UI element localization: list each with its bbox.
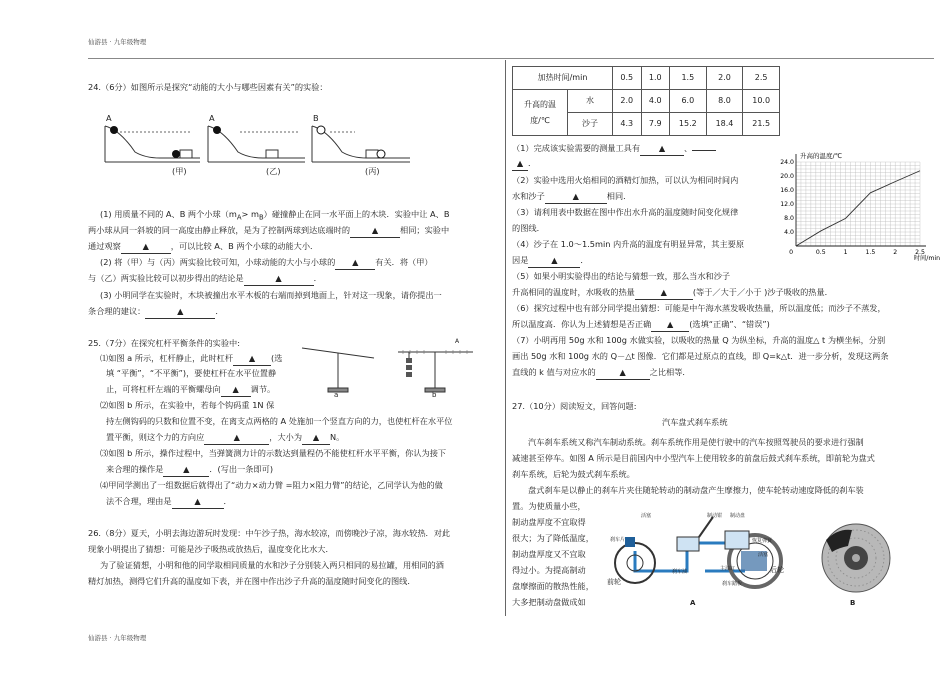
article-line: 盘式刹车是以静止的刹车片夹住随轮转动的制动盘产生摩擦力，使车轮转动速度降低的刹车装 bbox=[528, 485, 864, 495]
answer-blank[interactable]: ▲ bbox=[121, 241, 171, 254]
brake-system-diagram bbox=[595, 503, 800, 612]
x-tick-label: 1.5 bbox=[865, 249, 876, 256]
q24-fig-label-b: B bbox=[313, 113, 319, 123]
lever-fig-a-label: a bbox=[334, 391, 339, 399]
article-line: 制动盘厚度不宜取得 bbox=[512, 517, 586, 527]
origin-label: 0 bbox=[789, 249, 793, 256]
brake-disc-photo bbox=[818, 520, 894, 600]
q25-part3-line1: ⑶如图 b 所示，操作过程中，当弹簧测力计的示数达到量程仍不能使杠杆水平平衡，你认为接下 bbox=[100, 448, 447, 458]
answer-blank[interactable]: ▲ bbox=[145, 306, 215, 319]
diagram-label-return-spring: 恢复弹簧 bbox=[752, 538, 773, 544]
lever-point-a-label: A bbox=[455, 338, 460, 345]
q24-part2-line1: (2) 将（甲）与（丙）两实验比较可知，小球动能的大小与小球的 ▲ 有关．将（甲） bbox=[100, 257, 433, 270]
diagram-label-brake-pad: 刹车片 bbox=[610, 537, 626, 543]
page-header-label: 仙游县 · 九年级物理 bbox=[88, 38, 147, 46]
graph-title: 升高的温度/℃ bbox=[800, 152, 842, 160]
article-line: 制动盘厚度又不宜取 bbox=[512, 549, 586, 559]
table-cell: 4.3 bbox=[613, 113, 642, 136]
table-cell: 8.0 bbox=[706, 90, 743, 113]
answer-blank[interactable]: ▲ bbox=[640, 143, 684, 156]
q24-fig-caption-2: (乙) bbox=[266, 166, 281, 176]
q25-part2-line3: 置平衡，则这个力的方向应 ▲ ，大小为 ▲ N。 bbox=[106, 432, 344, 445]
q26-line3: 精灯加热，测得它们升高的温度如下表，并在图中作出沙子升高的温度随时间变化的图线． bbox=[88, 576, 416, 586]
table-cell: 2.0 bbox=[613, 90, 642, 113]
column-divider bbox=[505, 60, 506, 616]
q25-part1-line2: 填 “平衡”，“不平衡”)，要使杠杆在水平位置静 bbox=[106, 368, 277, 378]
table-cell: 10.0 bbox=[743, 90, 780, 113]
article-line: 很大；为了降低温度， bbox=[512, 533, 594, 543]
table-cell: 7.9 bbox=[641, 113, 670, 136]
table-cell: 0.5 bbox=[613, 67, 642, 90]
x-tick-label: 0.5 bbox=[815, 249, 826, 256]
q25-part4-line1: ⑷甲同学测出了一组数据后就得出了“动力×动力臂 =阻力×阻力臂”的结论，乙同学认为他的做 bbox=[100, 480, 443, 490]
q26-sub2-line1: （2）实验中选用火焰相同的酒精灯加热，可以认为相同时间内 bbox=[512, 175, 739, 185]
heating-data-table bbox=[512, 66, 780, 136]
y-tick-label: 24.0 bbox=[780, 159, 794, 167]
lever-fig-b-label: b bbox=[432, 391, 437, 399]
q26-sub3-line1: （3）请利用表中数据在图中作出水升高的温度随时间变化规律 bbox=[512, 207, 739, 217]
lever-figure bbox=[298, 340, 478, 398]
q26-sub4-line1: （4）沙子在 1.0～1.5min 内升高的温度有明显异常，其主要原 bbox=[512, 239, 745, 249]
x-tick-label: 1 bbox=[843, 249, 848, 256]
q25-part3-line2: 来合理的操作是 ▲ ．(写出一条即可) bbox=[106, 464, 273, 477]
q26-sub5-line1: （5）如果小明实验得出的结论与猜想一致，那么当水和沙子 bbox=[512, 271, 731, 281]
q25-title: 25.（7分）在探究杠杆平衡条件的实验中: bbox=[88, 338, 240, 348]
q27-title: 27.（10分）阅读短文，回答问题: bbox=[512, 401, 637, 411]
y-tick-label: 12.0 bbox=[780, 201, 794, 209]
diagram-label-brake-oil: 刹车油 bbox=[672, 569, 688, 575]
table-cell: 15.2 bbox=[670, 113, 707, 136]
y-tick-label: 8.0 bbox=[784, 215, 794, 223]
table-row bbox=[513, 67, 780, 90]
q25-part1-line3: 止，可将杠杆左端的平衡螺母向 ▲ 调节。 bbox=[106, 384, 275, 397]
q26-sub5-line2: 升高相同的温度时，水吸收的热量 ▲ (等于／大于／小于 )沙子吸收的热量． bbox=[512, 287, 833, 300]
q26-sub6-line2: 所以温度高．你认为上述猜想是否正确 ▲ (选填“正确”、“错误”) bbox=[512, 319, 770, 332]
article-line: 汽车刹车系统又称汽车制动系统。刹车系统作用是使行驶中的汽车按照驾驶员的要求进行强制 bbox=[528, 437, 864, 447]
answer-blank[interactable]: ▲ bbox=[651, 319, 689, 332]
article-line: 置。为使质量小些， bbox=[512, 501, 586, 511]
table-cell: 4.0 bbox=[641, 90, 670, 113]
q26-sub7-line3: 直线的 k 值与对应水的 ▲ 之比相等． bbox=[512, 367, 691, 380]
q26-sub1-line1: （1）完成该实验需要的测量工具有 ▲ 、 bbox=[512, 143, 716, 156]
article-line: 盘摩擦面的散热性能， bbox=[512, 581, 594, 591]
diagram-label-disc: 制动盘 bbox=[730, 513, 746, 519]
answer-blank[interactable]: ▲ bbox=[244, 273, 314, 286]
answer-blank[interactable] bbox=[692, 150, 716, 151]
table-row-group-label: 升高的温 度/℃ bbox=[513, 90, 568, 136]
answer-blank[interactable]: ▲ bbox=[596, 367, 650, 380]
diagram-label-caliper: 制动钳 bbox=[707, 513, 723, 519]
q25-part4-line2: 法不合理，理由是 ▲ ． bbox=[106, 496, 232, 509]
article-line: 大多把制动盘做成如 bbox=[512, 597, 586, 607]
q26-sub7-line1: （7）小明再用 50g 水和 100g 水做实验，以吸收的热量 Q 为纵坐标，升高的温度△ t 为横坐标，分别 bbox=[512, 335, 886, 345]
q24-figure bbox=[100, 112, 470, 184]
table-row-label: 沙子 bbox=[568, 113, 613, 136]
q25-part2-line1: ⑵如图 b 所示，在实验中，若每个钩码重 1N 保 bbox=[100, 400, 275, 410]
q24-fig-label-a2: A bbox=[209, 113, 215, 123]
q26-line2: 为了验证猜想，小明和他的同学取相同质量的水和沙子分别装入两只相同的易拉罐，用相同的酒 bbox=[100, 560, 444, 570]
header-rule bbox=[88, 58, 934, 59]
photo-label-b: B bbox=[850, 599, 856, 607]
q24-fig-caption-1: (甲) bbox=[172, 166, 187, 176]
article-line: 刹车系统，后轮为鼓式刹车系统。 bbox=[512, 469, 635, 479]
answer-blank[interactable]: ▲ bbox=[233, 353, 271, 366]
article-title: 汽车盘式刹车系统 bbox=[662, 417, 728, 427]
q24-part3-line1: (3) 小明同学在实验时，木块被撞出水平木板的右端而掉到地面上，针对这一现象，请你提出一 bbox=[100, 290, 442, 300]
x-tick-label: 2.5 bbox=[915, 249, 925, 256]
diagram-label-piston-2: 活塞 bbox=[758, 552, 769, 558]
diagram-label-a: A bbox=[690, 599, 696, 607]
x-tick-label: 2 bbox=[893, 249, 898, 256]
q24-fig-label-a1: A bbox=[106, 113, 112, 123]
q25-part1-line1: ⑴如图 a 所示，杠杆静止，此时杠杆 ▲ (选 bbox=[100, 353, 282, 366]
answer-blank[interactable]: ▲ bbox=[335, 257, 375, 270]
y-tick-label: 16.0 bbox=[780, 187, 794, 195]
answer-blank[interactable]: ▲ bbox=[528, 255, 580, 268]
q24-part1-line1: (1) 用质量不同的 A、B 两个小球$(m_A> m_B)$碰撞静止在同一水平面上的木块．实验中让 A、B bbox=[100, 209, 450, 222]
q26-sub3-line2: 的图线． bbox=[512, 223, 545, 233]
graph-x-label: 时间/min bbox=[913, 255, 940, 262]
q25-part2-line2: 持左侧钩码的只数和位置不变，在离支点两格的 A 处施加一个竖直方向的力，也使杠杆在水平位 bbox=[106, 416, 453, 426]
answer-blank[interactable]: ▲ bbox=[302, 432, 330, 445]
table-cell: 2.5 bbox=[743, 67, 780, 90]
answer-blank[interactable]: ▲ bbox=[221, 384, 251, 397]
q24-fig-caption-3: (丙) bbox=[365, 166, 380, 176]
diagram-label-rear-wheel: 后轮 bbox=[770, 566, 784, 574]
table-cell: 21.5 bbox=[743, 113, 780, 136]
diagram-label-master-cylinder: 主油缸 bbox=[720, 566, 736, 572]
q26-sub4-line2: 因是 ▲ ． bbox=[512, 255, 589, 268]
q24-part1-line3: 通过观察 ▲ ，可以比较 A、B 两个小球的动能大小． bbox=[88, 241, 318, 254]
table-row bbox=[513, 90, 780, 113]
q26-line1: 现象小明提出了猜想：可能是沙子吸热或放热后，温度变化比水大． bbox=[88, 544, 334, 554]
table-cell: 1.5 bbox=[670, 67, 707, 90]
diagram-label-front-wheel: 前轮 bbox=[607, 578, 621, 586]
table-cell: 2.0 bbox=[706, 67, 743, 90]
q26-sub2-line2: 水和沙子 ▲ 相同． bbox=[512, 191, 631, 204]
y-tick-label: 20.0 bbox=[780, 173, 794, 181]
diagram-label-pedal: 刹车踏板 bbox=[722, 581, 743, 587]
answer-blank[interactable]: ▲ bbox=[512, 158, 528, 171]
q26-sub6-line1: （6）探究过程中也有部分同学提出猜想：可能是中午海水蒸发吸收热量，所以温度低；而沙子不蒸发， bbox=[512, 303, 886, 313]
q26-sub1-line2: ▲ ． bbox=[512, 158, 536, 171]
answer-blank[interactable]: ▲ bbox=[163, 464, 209, 477]
table-cell: 1.0 bbox=[641, 67, 670, 90]
page-footer-label: 仙游县 · 九年级物理 bbox=[88, 634, 147, 642]
q26-sub7-line2: 画出 50g 水和 100g 水的 Q－△t 图像．它们都是过原点的直线，即 Q=k△t．进一步分析，发现这两条 bbox=[512, 351, 889, 361]
table-row-label: 水 bbox=[568, 90, 613, 113]
q24-title: 24.（6分）如图所示是探究“动能的大小与哪些因素有关”的实验： bbox=[88, 82, 328, 92]
table-header-label: 加热时间/min bbox=[513, 67, 613, 90]
table-cell: 6.0 bbox=[670, 90, 707, 113]
article-line: 得过小。为提高制动 bbox=[512, 565, 586, 575]
y-tick-label: 4.0 bbox=[784, 229, 794, 237]
temperature-graph bbox=[780, 152, 940, 274]
temperature-graph-svg bbox=[780, 152, 940, 274]
q26-title: 26.（8分）夏天，小明去海边游玩时发现：中午沙子热，海水较凉，而傍晚沙子凉，海水较热．对此 bbox=[88, 528, 451, 538]
article-line: 减速甚至停车。如图 A 所示是目前国内中小型汽车上使用较多的前盘后鼓式刹车系统，即前轮为盘式 bbox=[512, 453, 875, 463]
diagram-label-piston: 活塞 bbox=[641, 513, 652, 519]
q24-part2-line2: 与（乙）两实验比较可以初步得出的结论是 ▲ ． bbox=[88, 273, 322, 286]
sand-series-line bbox=[796, 171, 920, 246]
answer-blank[interactable]: ▲ bbox=[545, 191, 607, 204]
answer-blank[interactable]: ▲ bbox=[172, 496, 224, 509]
answer-blank[interactable]: ▲ bbox=[635, 287, 693, 300]
answer-blank[interactable]: ▲ bbox=[204, 432, 269, 445]
q24-part1-line2: 两小球从同一斜坡的同一高度由静止释放，是为了控制两球到达底端时的 ▲ 相同；实验中 bbox=[88, 225, 449, 238]
q24-part3-line2: 条合理的建议： ▲ ． bbox=[88, 306, 224, 319]
table-cell: 18.4 bbox=[706, 113, 743, 136]
answer-blank[interactable]: ▲ bbox=[350, 225, 400, 238]
